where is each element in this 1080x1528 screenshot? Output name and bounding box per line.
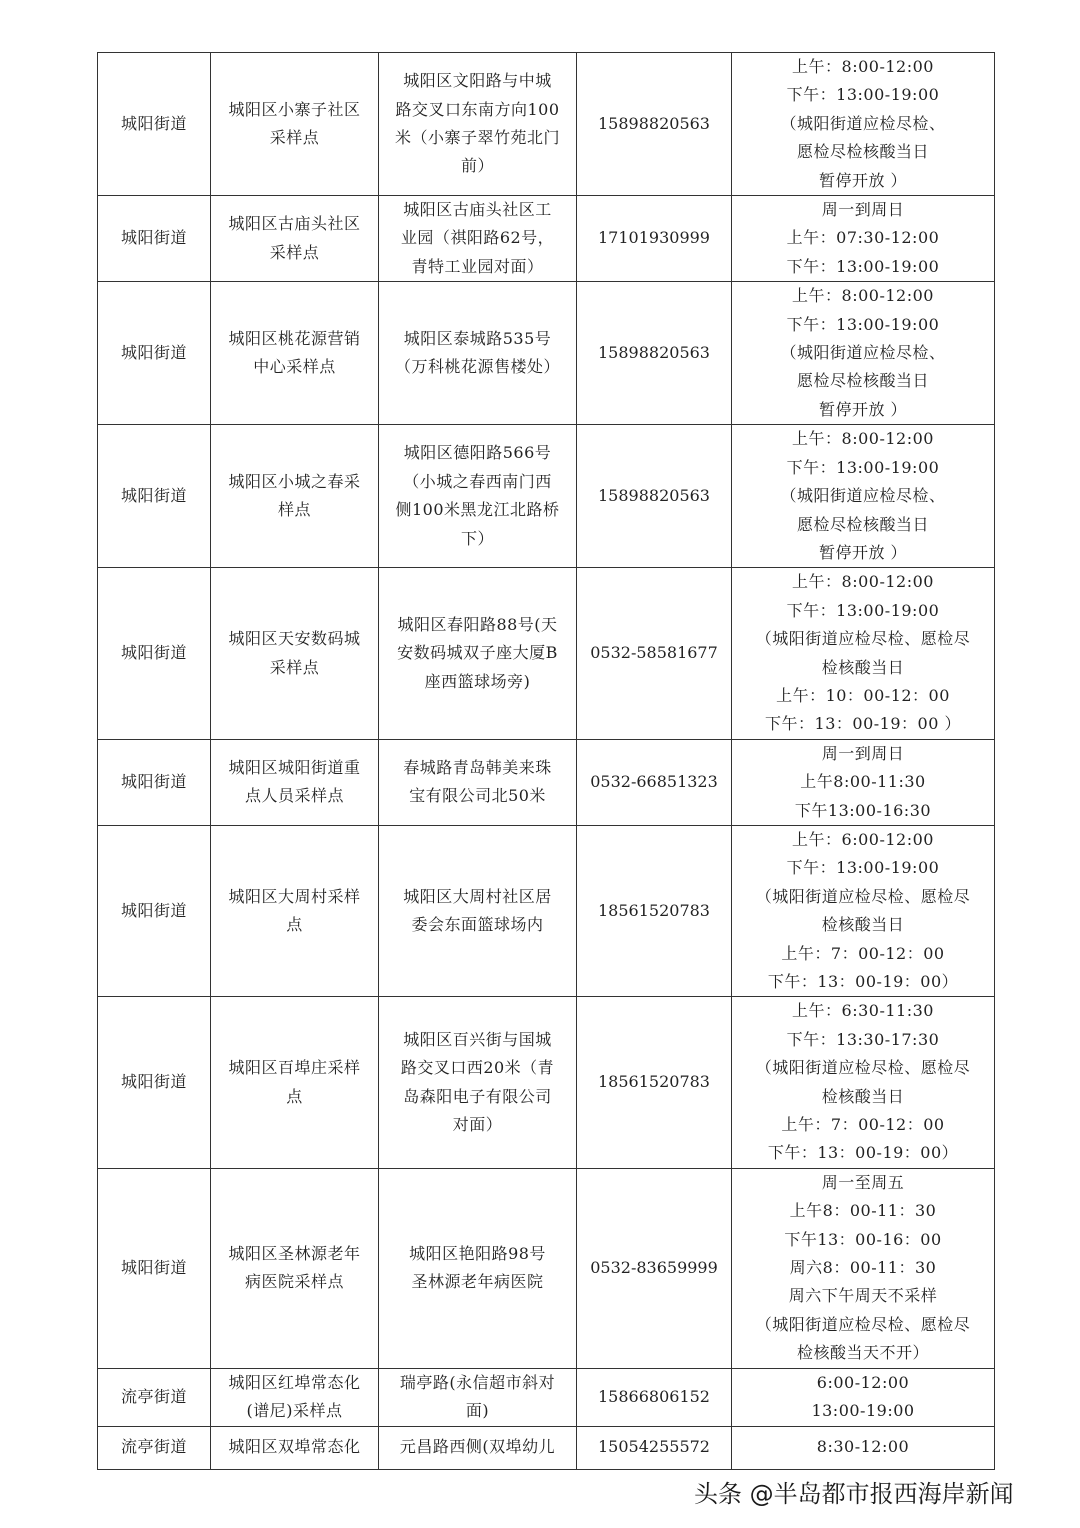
- street-cell: 城阳街道: [98, 568, 211, 739]
- site-name-cell: 城阳区红埠常态化 (谱尼)采样点: [211, 1368, 379, 1426]
- table-row: [98, 196, 995, 282]
- phone-cell: 15898820563: [577, 425, 732, 568]
- address-cell: 城阳区德阳路566号 （小城之春西南门西 侧100米黑龙江北路桥 下）: [379, 425, 577, 568]
- street-cell: 城阳街道: [98, 425, 211, 568]
- address-cell: 元昌路西侧(双埠幼儿: [379, 1426, 577, 1469]
- sampling-sites-table: [97, 52, 995, 1470]
- watermark-text: 头条 @半岛都市报西海岸新闻: [694, 1480, 1014, 1508]
- hours-cell: 上午：8:00-12:00 下午：13:00-19:00 （城阳街道应检尽检、愿检尽 检核酸当日 上午：10：00-12：00 下午：13：00-19：00 ）: [732, 568, 995, 739]
- address-cell: 城阳区艳阳路98号 圣林源老年病医院: [379, 1168, 577, 1368]
- site-name-cell: 城阳区小寨子社区 采样点: [211, 53, 379, 196]
- phone-cell: 15866806152: [577, 1368, 732, 1426]
- table-row: [98, 53, 995, 196]
- street-cell: 城阳街道: [98, 825, 211, 996]
- table-row: [98, 1426, 995, 1469]
- address-cell: 瑞亭路(永信超市斜对 面): [379, 1368, 577, 1426]
- hours-cell: 周一到周日 上午：07:30-12:00 下午：13:00-19:00: [732, 196, 995, 282]
- phone-cell: 18561520783: [577, 825, 732, 996]
- table-row: [98, 1368, 995, 1426]
- street-cell: 流亭街道: [98, 1426, 211, 1469]
- hours-cell: 上午：8:00-12:00 下午：13:00-19:00 （城阳街道应检尽检、 愿检尽检核酸当日 暂停开放 ）: [732, 425, 995, 568]
- sampling-sites-table-container: [97, 52, 994, 1470]
- hours-cell: 上午：8:00-12:00 下午：13:00-19:00 （城阳街道应检尽检、 愿检尽检核酸当日 暂停开放 ）: [732, 282, 995, 425]
- address-cell: 春城路青岛韩美来珠 宝有限公司北50米: [379, 739, 577, 825]
- site-name-cell: 城阳区古庙头社区 采样点: [211, 196, 379, 282]
- site-name-cell: 城阳区双埠常态化: [211, 1426, 379, 1469]
- address-cell: 城阳区春阳路88号(天 安数码城双子座大厦B 座西篮球场旁): [379, 568, 577, 739]
- address-cell: 城阳区文阳路与中城 路交叉口东南方向100 米（小寨子翠竹苑北门 前）: [379, 53, 577, 196]
- site-name-cell: 城阳区桃花源营销 中心采样点: [211, 282, 379, 425]
- street-cell: 流亭街道: [98, 1368, 211, 1426]
- address-cell: 城阳区古庙头社区工 业园（祺阳路62号， 青特工业园对面）: [379, 196, 577, 282]
- table-row: [98, 825, 995, 996]
- site-name-cell: 城阳区城阳街道重 点人员采样点: [211, 739, 379, 825]
- address-cell: 城阳区百兴街与国城 路交叉口西20米（青 岛森阳电子有限公司 对面）: [379, 997, 577, 1168]
- hours-cell: 周一到周日 上午8:00-11:30 下午13:00-16:30: [732, 739, 995, 825]
- site-name-cell: 城阳区百埠庄采样 点: [211, 997, 379, 1168]
- hours-cell: 8:30-12:00: [732, 1426, 995, 1469]
- hours-cell: 上午：8:00-12:00 下午：13:00-19:00 （城阳街道应检尽检、 愿检尽检核酸当日 暂停开放 ）: [732, 53, 995, 196]
- street-cell: 城阳街道: [98, 997, 211, 1168]
- street-cell: 城阳街道: [98, 196, 211, 282]
- phone-cell: 0532-58581677: [577, 568, 732, 739]
- site-name-cell: 城阳区大周村采样 点: [211, 825, 379, 996]
- table-row: [98, 282, 995, 425]
- phone-cell: 18561520783: [577, 997, 732, 1168]
- table-row: [98, 997, 995, 1168]
- street-cell: 城阳街道: [98, 739, 211, 825]
- phone-cell: 17101930999: [577, 196, 732, 282]
- phone-cell: 15054255572: [577, 1426, 732, 1469]
- phone-cell: 15898820563: [577, 282, 732, 425]
- hours-cell: 周一至周五 上午8：00-11：30 下午13：00-16：00 周六8：00-11：30 周六下午周天不采样 （城阳街道应检尽检、愿检尽 检核酸当天不开）: [732, 1168, 995, 1368]
- street-cell: 城阳街道: [98, 1168, 211, 1368]
- phone-cell: 0532-66851323: [577, 739, 732, 825]
- hours-cell: 6:00-12:00 13:00-19:00: [732, 1368, 995, 1426]
- site-name-cell: 城阳区小城之春采 样点: [211, 425, 379, 568]
- table-row: [98, 1168, 995, 1368]
- street-cell: 城阳街道: [98, 53, 211, 196]
- site-name-cell: 城阳区圣林源老年 病医院采样点: [211, 1168, 379, 1368]
- hours-cell: 上午：6:00-12:00 下午：13:00-19:00 （城阳街道应检尽检、愿检尽 检核酸当日 上午：7：00-12：00 下午：13：00-19：00）: [732, 825, 995, 996]
- phone-cell: 15898820563: [577, 53, 732, 196]
- address-cell: 城阳区大周村社区居 委会东面篮球场内: [379, 825, 577, 996]
- hours-cell: 上午：6:30-11:30 下午：13:30-17:30 （城阳街道应检尽检、愿检尽 检核酸当日 上午：7：00-12：00 下午：13：00-19：00）: [732, 997, 995, 1168]
- table-row: [98, 739, 995, 825]
- address-cell: 城阳区泰城路535号 （万科桃花源售楼处）: [379, 282, 577, 425]
- site-name-cell: 城阳区天安数码城 采样点: [211, 568, 379, 739]
- table-row: [98, 425, 995, 568]
- phone-cell: 0532-83659999: [577, 1168, 732, 1368]
- street-cell: 城阳街道: [98, 282, 211, 425]
- table-row: [98, 568, 995, 739]
